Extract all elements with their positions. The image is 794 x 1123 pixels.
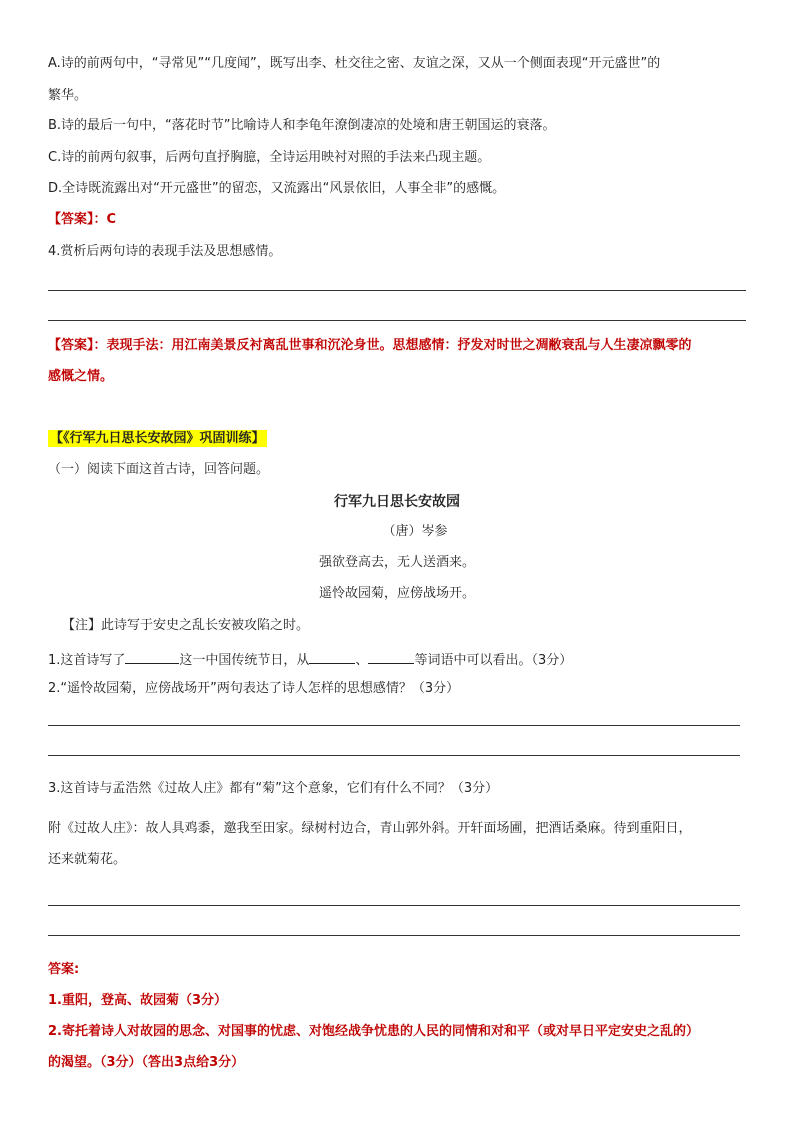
answer-line	[48, 935, 740, 936]
question-2: 2.“遥怜故园菊，应傍战场开”两句表达了诗人怎样的思想感情？（3分）	[48, 681, 460, 696]
q1-blank-1[interactable]	[125, 649, 179, 664]
answer-2-line2: 的渴望。（3分）（答出3点给3分）	[48, 1055, 245, 1070]
answer-line	[48, 320, 746, 321]
q1-text-b: 这一中国传统节日，从	[179, 653, 310, 668]
attachment-line2: 还来就菊花。	[48, 852, 127, 867]
option-b: B.诗的最后一句中，“落花时节”比喻诗人和李龟年潦倒凄凉的处境和唐王朝国运的衰落。	[48, 118, 556, 133]
poem-author: （唐）岑参	[382, 524, 448, 539]
answer-line	[48, 905, 740, 906]
q1-blank-2[interactable]	[309, 649, 355, 664]
poem-note: 【注】此诗写于安史之乱长安被攻陷之时。	[62, 618, 310, 633]
q1-blank-3[interactable]	[368, 649, 414, 664]
q1-text-c: 、	[355, 653, 369, 668]
option-c: C.诗的前两句叙事，后两句直抒胸臆，全诗运用映衬对照的手法来凸现主题。	[48, 150, 491, 165]
answer-value: C	[106, 212, 117, 227]
section-title-text: 【《行军九日思长安故园》巩固训练】	[50, 431, 265, 446]
question-3: 3.这首诗与孟浩然《过故人庄》都有“菊”这个意象，它们有什么不同？（3分）	[48, 781, 499, 796]
answer-label: 【答案】：	[48, 212, 107, 227]
answer-2-line1: 2.寄托着诗人对故园的思念、对国事的忧虑、对饱经战争忧患的人民的同情和对和平（或对早日平定安史之乱的）	[48, 1024, 699, 1039]
answer-line	[48, 755, 740, 756]
question-1	[48, 649, 572, 670]
answer-line	[48, 290, 746, 291]
q4-answer-line1: 【答案】：表现手法：用江南美景反衬离乱世事和沉沦身世。思想感情：抒发对时世之凋敝衰乱与人生凄凉飘零的	[48, 338, 692, 353]
poem-title: 行军九日思长安故园	[334, 494, 460, 510]
q4-question: 4.赏析后两句诗的表现手法及思想感情。	[48, 244, 282, 259]
answer-1: 1.重阳，登高、故园菊（3分）	[48, 993, 228, 1008]
answer-line	[48, 725, 740, 726]
q3-answer	[48, 211, 116, 229]
q1-text-d: 等词语中可以看出。（3分）	[414, 653, 573, 668]
section-intro: （一）阅读下面这首古诗，回答问题。	[48, 462, 270, 477]
option-a-line2: 繁华。	[48, 88, 88, 103]
poem-line1: 强欲登高去，无人送酒来。	[318, 555, 475, 570]
option-a-line1: A.诗的前两句中，“寻常见”“几度闻”，既写出李、杜交往之密、友谊之深，又从一个侧面表现“开元盛世”的	[48, 56, 661, 71]
section-title	[48, 430, 267, 448]
q4-answer-line2: 感慨之情。	[48, 369, 114, 384]
q1-text-a: 1.这首诗写了	[48, 653, 126, 668]
attachment-line1: 附《过故人庄》：故人具鸡黍，邀我至田家。绿树村边合，青山郭外斜。开轩面场圃，把酒话桑麻。待到重阳日，	[48, 821, 692, 836]
answers-label: 答案:	[48, 962, 80, 977]
option-d: D.全诗既流露出对“开元盛世”的留恋，又流露出“风景依旧，人事全非”的感慨。	[48, 181, 506, 196]
poem-line2: 遥怜故园菊，应傍战场开。	[318, 586, 475, 601]
